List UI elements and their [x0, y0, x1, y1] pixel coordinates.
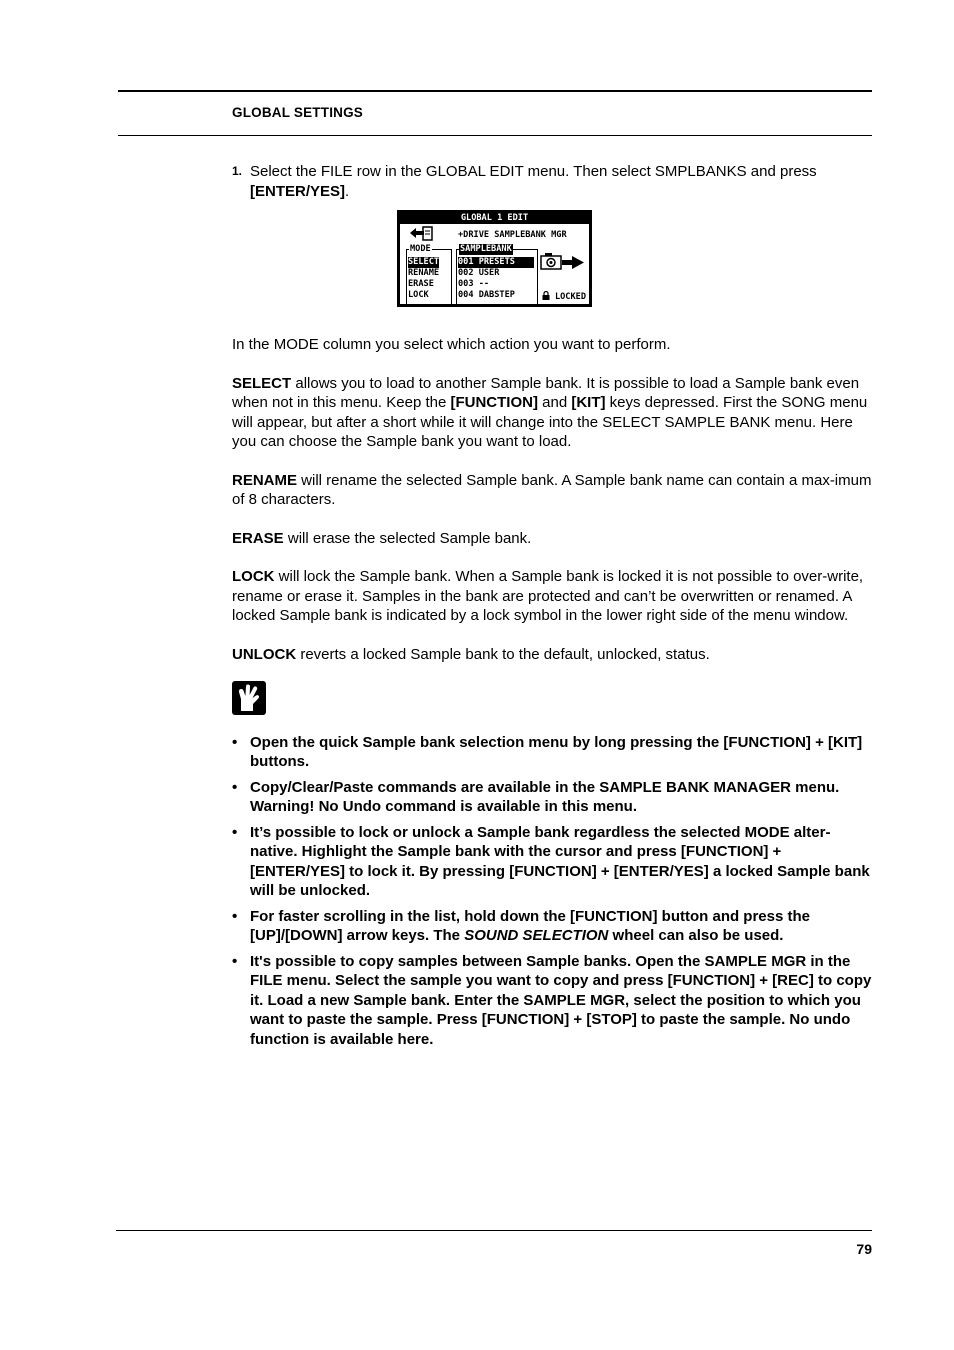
lcd-screen-figure [397, 210, 592, 307]
term-erase: ERASE [232, 529, 284, 547]
lock-paragraph [232, 567, 874, 626]
select-text: and [537, 394, 572, 411]
lock-text: will lock the Sample bank. When a Sample bank is locked it is not possible to over-write, rename or erase it. Samples in the bank are protected and can’t be overwritten or renamed. A locked Sample bank is indicated by a lock symbol in the lower right side of the menu window. [232, 568, 864, 624]
step-key: [ENTER/YES] [250, 182, 346, 200]
lcd-subtitle: +DRIVE SAMPLEBANK MGR [458, 230, 567, 240]
term-rename: RENAME [232, 471, 298, 489]
unlock-text: reverts a locked Sample bank to the default, unlocked, status. [296, 645, 710, 663]
lcd-mode-item: RENAME [408, 268, 440, 278]
tips-list [232, 733, 874, 1050]
lcd-bank-item: 001 PRESETS [458, 257, 534, 268]
select-text: keys depressed. First the SONG menu will appear, but after a short while it will change into the SELECT SAMPLE BANK menu. Here you can choose the Sample bank you want to load. [232, 394, 868, 450]
lcd-bank-item: 004 DABSTEP [458, 290, 515, 300]
tip-text: For faster scrolling in the list, hold down the [FUNCTION] button and press the [UP]/[DOWN] arrow keys. The [250, 907, 811, 944]
term-unlock: UNLOCK [232, 645, 297, 663]
select-paragraph [232, 374, 874, 452]
camera-icon [540, 252, 586, 272]
page-number: 79 [856, 1241, 872, 1257]
lcd-locked-label: LOCKED [554, 292, 586, 302]
lcd-display [400, 213, 589, 304]
step-number: 1. [232, 164, 243, 178]
hand-tip-icon [232, 681, 266, 715]
rename-paragraph [232, 471, 874, 510]
lcd-bank-column [456, 244, 538, 306]
term-lock: LOCK [232, 568, 275, 585]
term-select: SELECT [232, 374, 292, 392]
page-header-title: GLOBAL SETTINGS [232, 105, 364, 120]
erase-text: will erase the selected Sample bank. [283, 529, 532, 547]
tip-italic: SOUND SELECTION [464, 927, 609, 944]
tip-text: wheel can also be used. [608, 927, 784, 944]
main-content [232, 162, 874, 1055]
lcd-title: GLOBAL 1 EDIT [460, 213, 529, 223]
select-text: allows you to load to another Sample bank. It is possible to load a Sample bank even when not in this menu. Keep the [232, 374, 860, 411]
erase-paragraph [232, 529, 874, 549]
header-rule-top [118, 90, 872, 92]
key-function: [FUNCTION] [450, 394, 538, 411]
lcd-mode-item: SELECT [408, 257, 440, 267]
lcd-title-bar [400, 213, 589, 224]
header-rule-bottom [118, 135, 872, 136]
step-1 [232, 162, 874, 201]
lcd-bank-item: 003 -- [458, 279, 490, 289]
lcd-bank-header: SAMPLEBANK [460, 244, 512, 254]
key-kit: [KIT] [571, 394, 606, 411]
lcd-locked-indicator [542, 291, 586, 302]
tip-item: • Copy/Clear/Paste commands are available in the SAMPLE BANK MANAGER menu. Warning! No Undo command is available in this menu. [232, 778, 874, 817]
tip-item: • Open the quick Sample bank selection menu by long pressing the [FUNCTION] + [KIT] buttons. [232, 733, 874, 772]
intro-paragraph: In the MODE column you select which action you want to perform. [232, 336, 671, 353]
step-text: Select the FILE row in the GLOBAL EDIT menu. Then select SMPLBANKS and press [250, 163, 817, 180]
lcd-mode-header: MODE [410, 244, 431, 254]
lcd-mode-column [406, 244, 452, 306]
footer-rule [116, 1230, 872, 1231]
unlock-paragraph [232, 645, 874, 665]
lcd-mode-item: LOCK [408, 290, 429, 300]
lock-icon [542, 291, 550, 300]
lcd-mode-item: ERASE [408, 279, 434, 289]
rename-text: will rename the selected Sample bank. A Sample bank name can contain a max-imum of 8 characters. [232, 471, 872, 508]
tip-item: • It’s possible to lock or unlock a Sample bank regardless the selected MODE alter-native. Highlight the Sample bank with the cursor and press [FUNCTION] + [ENTER/YES] to lock it. By pressing [FUNCTION] + [ENTER/YES] a locked Sample bank will be unlocked. [232, 823, 874, 901]
step-text-end: . [345, 182, 350, 200]
lcd-bank-item: 002 USER [458, 268, 500, 278]
back-arrow-icon [408, 225, 434, 243]
tip-item: • It's possible to copy samples between Sample banks. Open the SAMPLE MGR in the FILE menu. Select the sample you want to copy and press [FUNCTION] + [REC] to copy it. Load a new Sample bank. Enter the SAMPLE MGR, select the position to which you want to paste the sample. Press [FUNCTION] + [STOP] to paste the sample. No undo function is available here. [232, 952, 874, 1050]
tip-item [232, 907, 874, 946]
